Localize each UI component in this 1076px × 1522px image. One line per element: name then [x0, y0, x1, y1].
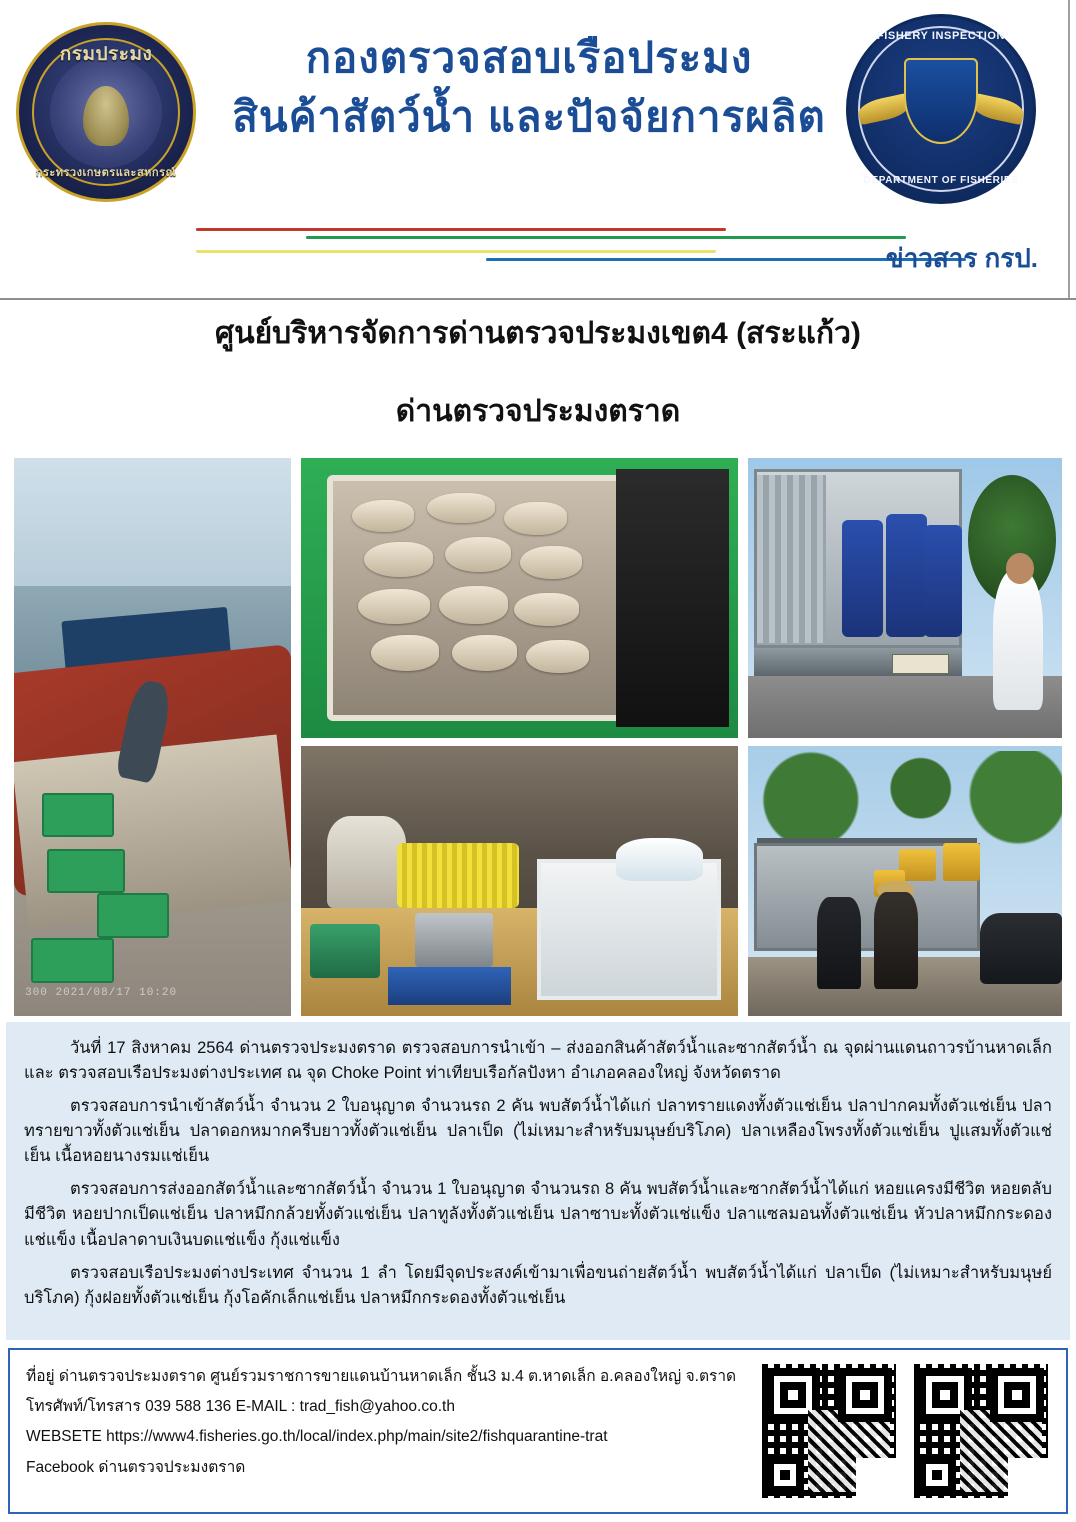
photo-weighing-seafood [301, 746, 738, 1016]
contact-phone-email: โทรศัพท์/โทรสาร 039 588 136 E-MAIL : trad_fish@yahoo.co.th [26, 1398, 455, 1416]
contact-facebook[interactable]: Facebook ด่านตรวจประมงตราด [26, 1458, 246, 1476]
report-paragraph-2: ตรวจสอบการนำเข้าสัตว์น้ำ จำนวน 2 ใบอนุญาต จำนวนรถ 2 คัน พบสัตว์น้ำได้แก่ ปลาทรายแดงทั้งตัวแช่เย็น ปลาปากคมทั้งตัวแช่เย็น ปลาทรายขาวทั้งตัวแช่เย็น ปลาดอกหมากครีบยาวทั้งตัวแช่เย็น ปลาเป็ด (ไม่เหมาะสำหรับมนุษย์บริโภค) ปลาเหลืองโพรงทั้งตัวแช่เย็น ปูแสมทั้งตัวแช่เย็น เนื้อหอยนางรมแช่เย็น [24, 1097, 1052, 1166]
badge-bottom-text: DEPARTMENT OF FISHERIES [863, 175, 1019, 186]
qr-code-group [762, 1364, 1048, 1498]
photo-chilled-fish-in-box [301, 458, 738, 738]
department-of-fisheries-seal-icon [16, 22, 196, 202]
contact-website[interactable]: WEBSETE https://www4.fisheries.go.th/local/index.php/main/site2/fishquarantine-trat [26, 1428, 608, 1446]
fishery-inspection-badge-icon [846, 14, 1036, 204]
header-inner [0, 0, 1070, 298]
news-label: ข่าวสาร กรป. [885, 243, 1038, 273]
photo-grid [14, 458, 1062, 1016]
report-paragraph-4: ตรวจสอบเรือประมงต่างประเทศ จำนวน 1 ลำ โดยมีจุดประสงค์เข้ามาเพื่อขนถ่ายสัตว์น้ำ พบสัตว์น้ำได้แก่ ปลาเป็ด (ไม่เหมาะสำหรับมนุษย์บริโภค) กุ้งฝอยทั้งตัวแช่เย็น กุ้งโอคักเล็กแช่เย็น ปลาหมึกกระดองทั้งตัวแช่เย็น [24, 1263, 1052, 1307]
report-paragraph-1: วันที่ 17 สิงหาคม 2564 ด่านตรวจประมงตราด ตรวจสอบการนำเข้า – ส่งออกสินค้าสัตว์น้ำและซากสัตว์น้ำ ณ จุดผ่านแดนถาวรบ้านหาดเล็ก และ ตรวจสอบเรือประมงต่างประเทศ ณ จุด Choke Point ท่าเทียบเรือกัลปังหา อำเภอคลองใหญ่ จังหวัดตราด [24, 1039, 1052, 1083]
contact-details [26, 1362, 756, 1483]
page-title [200, 30, 858, 148]
photo-truck-with-blue-barrels [748, 458, 1062, 738]
document-header [0, 0, 1076, 300]
subtitle-center-name: ศูนย์บริหารจัดการด่านตรวจประมงเขต4 (สระแก้ว) [215, 317, 861, 350]
subtitle-checkpoint-name: ด่านตรวจประมงตราด [395, 395, 681, 428]
contact-footer-panel [8, 1348, 1068, 1514]
photo-fishing-boat-at-pier [14, 458, 291, 1016]
qr-code-left[interactable] [762, 1364, 896, 1498]
qr-code-right[interactable] [914, 1364, 1048, 1498]
contact-address: ที่อยู่ ด่านตรวจประมงตราด ศูนย์รวมราชการขายแดนบ้านหาดเล็ก ชั้น3 ม.4 ต.หาดเล็ก อ.คลองใหญ่ จ.ตราด [26, 1368, 737, 1385]
title-line-1: กองตรวจสอบเรือประมง [305, 34, 753, 81]
report-body-panel [6, 1022, 1070, 1340]
title-line-2: สินค้าสัตว์น้ำ และปัจจัยการผลิต [232, 92, 826, 140]
seal-top-text: กรมประมง [59, 44, 153, 65]
seal-bottom-text: กระทรวงเกษตรและสหกรณ์ [35, 167, 177, 179]
badge-top-text: FISHERY INSPECTION [876, 30, 1006, 42]
report-paragraph-3: ตรวจสอบการส่งออกสัตว์น้ำและซากสัตว์น้ำ จำนวน 1 ใบอนุญาต จำนวนรถ 8 คัน พบสัตว์น้ำและซากสัตว์น้ำได้แก่ หอยแครงมีชีวิต หอยตลับมีชีวิต หอยปากเป็ดแช่เย็น ปลาหมึกกล้วยทั้งตัวแช่เย็น ปลาทูลังทั้งตัวแช่เย็น ปลาซาบะทั้งตัวแช่แข็ง ปลาแซลมอนทั้งตัวแช่เย็น หัวปลาหมึกกระดองแช่แข็ง เนื้อปลาดาบเงินบดแช่แข็ง กุ้งแช่แข็ง [24, 1180, 1052, 1249]
photo-timestamp-stamp: 300 2021/08/17 10:20 [25, 987, 178, 1000]
photo-cargo-loading-inspection [748, 746, 1062, 1016]
